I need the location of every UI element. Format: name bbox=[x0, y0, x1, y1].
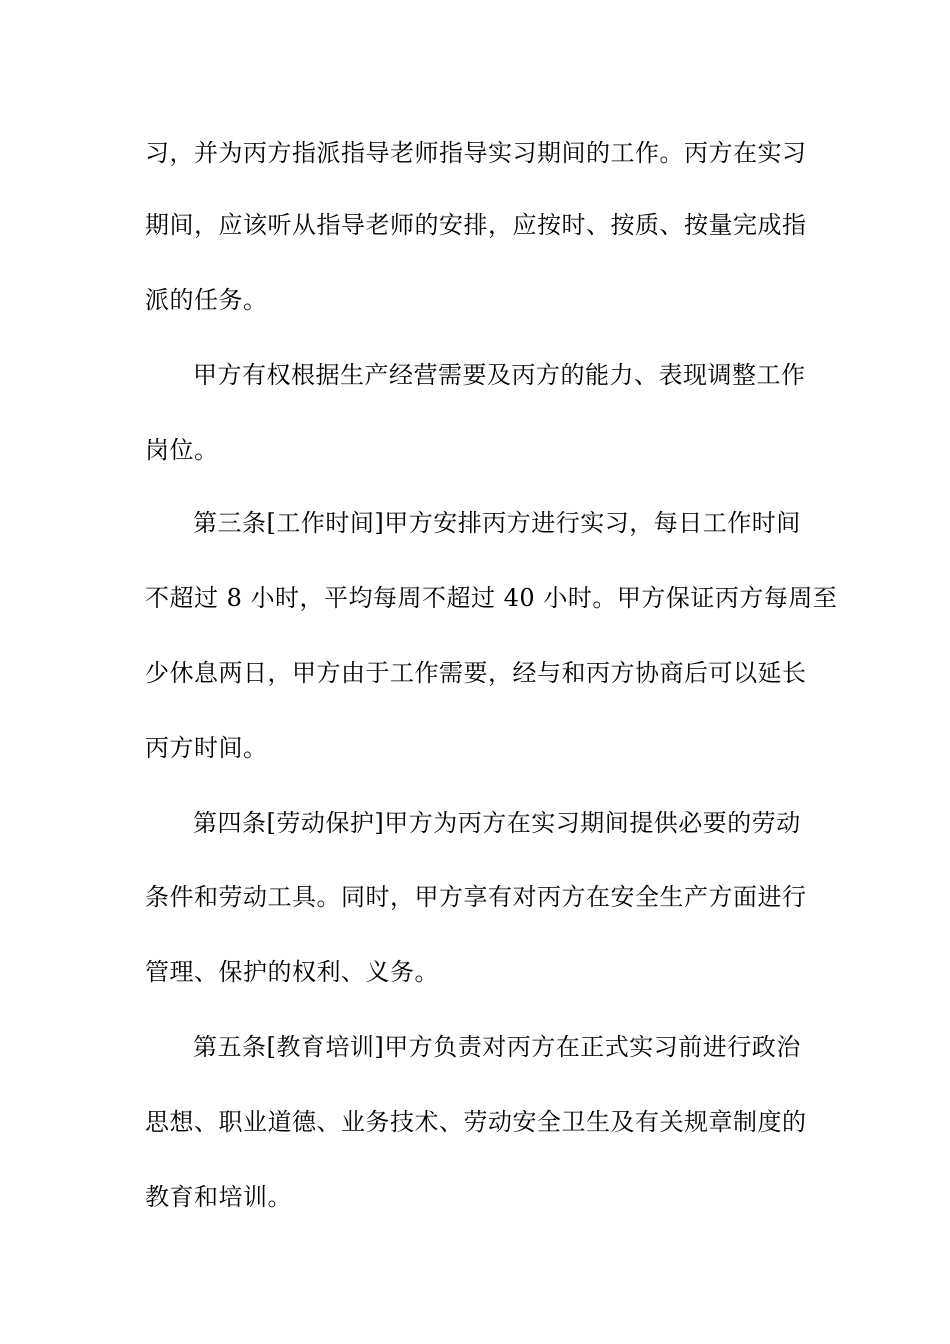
text-line: 条件和劳动工具。同时，甲方享有对丙方在安全生产方面进行 bbox=[145, 883, 807, 911]
article-3-first-line: 第三条[工作时间]甲方安排丙方进行实习，每日工作时间 bbox=[193, 509, 801, 537]
text-line: 思想、职业道德、业务技术、劳动安全卫生及有关规章制度的 bbox=[145, 1108, 807, 1136]
text-line: 管理、保护的权利、义务。 bbox=[145, 958, 439, 986]
text-line: 派的任务。 bbox=[145, 286, 268, 314]
article-4-first-line: 第四条[劳动保护]甲方为丙方在实习期间提供必要的劳动 bbox=[193, 809, 801, 837]
text-line: 丙方时间。 bbox=[145, 734, 268, 762]
paragraph-first-line: 甲方有权根据生产经营需要及丙方的能力、表现调整工作 bbox=[193, 361, 806, 389]
text-line: 岗位。 bbox=[145, 436, 219, 464]
article-5-first-line: 第五条[教育培训]甲方负责对丙方在正式实习前进行政治 bbox=[193, 1033, 801, 1061]
text-line: 期间，应该听从指导老师的安排，应按时、按质、按量完成指 bbox=[145, 211, 807, 239]
text-line: 习，并为丙方指派指导老师指导实习期间的工作。丙方在实习 bbox=[145, 139, 807, 167]
text-line: 少休息两日，甲方由于工作需要，经与和丙方协商后可以延长 bbox=[145, 659, 807, 687]
text-line: 教育和培训。 bbox=[145, 1183, 292, 1211]
text-line: 不超过 8 小时，平均每周不超过 40 小时。甲方保证丙方每周至 bbox=[145, 584, 838, 612]
